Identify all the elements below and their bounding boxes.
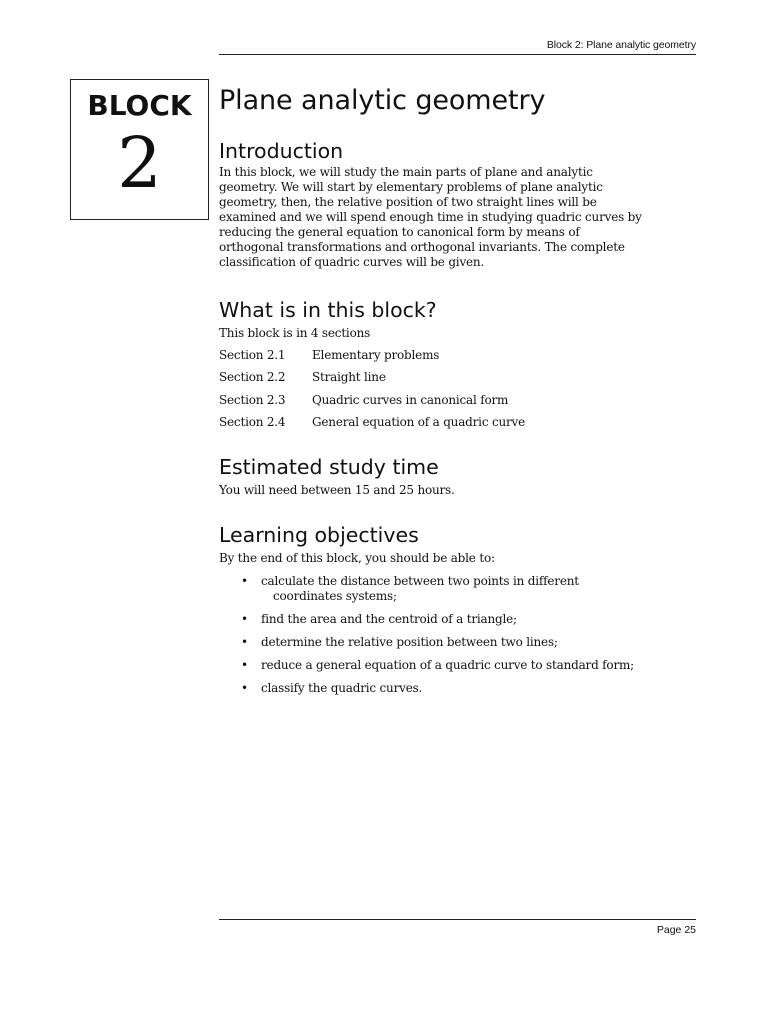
section-title: General equation of a quadric curve [312, 414, 526, 429]
page-title: Plane analytic geometry [219, 85, 546, 116]
paragraph-line: reducing the general equation to canonical form by means of [219, 225, 580, 239]
section-number: Section 2.4 [219, 414, 286, 429]
objective-item [241, 612, 699, 627]
section-number: Section 2.3 [219, 392, 286, 407]
main-content [219, 84, 699, 704]
objective-text: calculate the distance between two points in different [261, 573, 579, 588]
objectives-heading: Learning objectives [219, 522, 419, 547]
bullet-icon: • [241, 657, 248, 672]
block-number: 2 [117, 122, 162, 204]
bullet-icon: • [241, 611, 248, 626]
section-row [219, 393, 699, 408]
objective-text: classify the quadric curves. [261, 680, 423, 695]
study-time-text: You will need between 15 and 25 hours. [219, 482, 455, 497]
paragraph-line: orthogonal transformations and orthogonal invariants. The complete [219, 240, 625, 254]
objective-item [241, 658, 699, 673]
study-time-heading: Estimated study time [219, 454, 439, 479]
objective-text: determine the relative position between two lines; [261, 634, 558, 649]
paragraph-line: In this block, we will study the main parts of plane and analytic [219, 165, 593, 179]
section-number: Section 2.1 [219, 348, 286, 362]
bullet-icon: • [241, 634, 248, 649]
section-list [219, 348, 699, 430]
objective-item [241, 635, 699, 650]
block-word: BLOCK [87, 89, 192, 122]
objective-item [241, 681, 699, 696]
objective-text: find the area and the centroid of a triangle; [261, 611, 517, 626]
paragraph-line: examined and we will spend enough time in studying quadric curves by [219, 210, 642, 224]
paragraph-line: geometry. We will start by elementary problems of plane analytic [219, 180, 603, 194]
footer-rule [219, 919, 696, 920]
objective-text-continued: coordinates systems; [273, 588, 397, 603]
section-title: Elementary problems [312, 348, 440, 362]
header-rule [219, 54, 696, 55]
objectives-list [219, 574, 699, 696]
section-row [219, 348, 699, 363]
block-label-box [70, 79, 209, 220]
section-title: Straight line [312, 370, 386, 385]
objective-item [241, 574, 699, 604]
paragraph-line: geometry, then, the relative position of two straight lines will be [219, 195, 597, 209]
page-number: Page 25 [656, 924, 696, 936]
section-number: Section 2.2 [219, 370, 286, 385]
paragraph-line: classification of quadric curves will be given. [219, 255, 485, 269]
introduction-heading: Introduction [219, 139, 344, 163]
section-row [219, 370, 699, 385]
introduction-paragraph [219, 165, 699, 270]
section-row [219, 415, 699, 430]
contents-lead: This block is in 4 sections [219, 326, 371, 340]
section-title: Quadric curves in canonical form [312, 392, 509, 407]
bullet-icon: • [241, 573, 248, 588]
objectives-lead: By the end of this block, you should be able to: [219, 550, 495, 565]
running-header: Block 2: Plane analytic geometry [546, 39, 696, 51]
objective-text: reduce a general equation of a quadric curve to standard form; [261, 657, 635, 672]
contents-heading: What is in this block? [219, 298, 437, 322]
bullet-icon: • [241, 680, 248, 695]
